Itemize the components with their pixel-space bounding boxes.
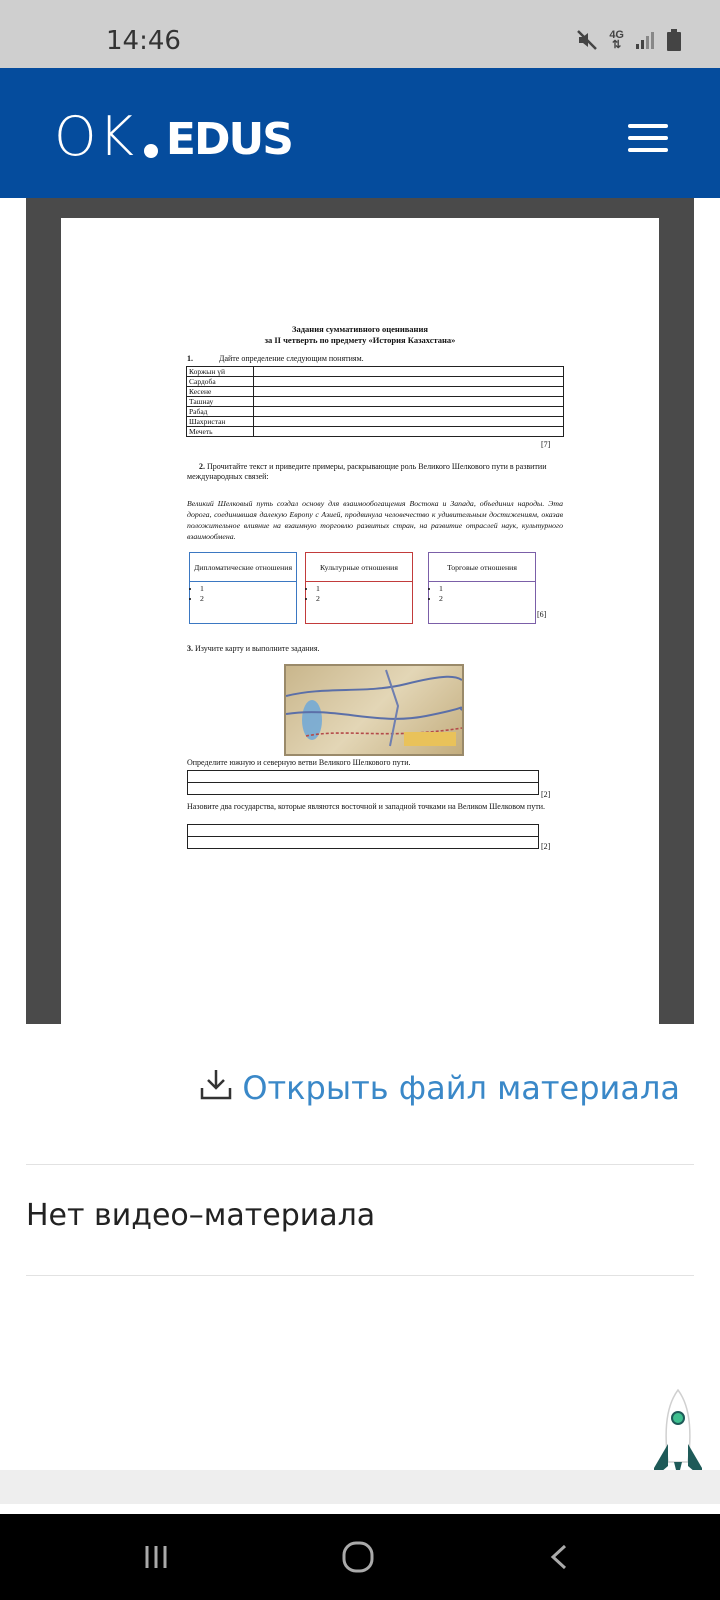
q1-term-cell: Коржын үй — [187, 367, 254, 377]
q1-definition-cell — [254, 427, 564, 437]
app-header — [0, 68, 720, 198]
q1-definition-cell — [254, 387, 564, 397]
data-arrows-icon: ⇅ — [612, 39, 622, 51]
q1-definition-cell — [254, 367, 564, 377]
q1-number: 1. — [187, 354, 193, 363]
q3a-score: [2] — [541, 790, 551, 799]
q3b-answer-table — [187, 824, 539, 849]
site-logo[interactable] — [54, 104, 292, 168]
q1-table-row — [187, 367, 564, 377]
recent-apps-button[interactable] — [96, 1514, 216, 1600]
q1-definition-cell — [254, 397, 564, 407]
mute-icon — [575, 28, 599, 52]
menu-icon-bar — [628, 148, 668, 152]
signal-icon — [634, 29, 656, 51]
q2-relation-box-title: Дипломатические отношения — [190, 553, 296, 582]
q2-relation-box-title: Культурные отношения — [306, 553, 412, 582]
q2-relation-box-item: • 1 — [316, 584, 412, 594]
q3a-answer-table — [187, 770, 539, 795]
q1-definition-cell — [254, 407, 564, 417]
battery-icon — [666, 28, 682, 52]
q1-heading — [187, 354, 364, 364]
q1-term-cell: Сардоба — [187, 377, 254, 387]
q2-relation-box-item: • 2 — [439, 594, 535, 604]
q1-definitions-table — [186, 366, 564, 437]
q3b-score: [2] — [541, 842, 551, 851]
document-title — [61, 324, 659, 346]
status-icons — [575, 28, 682, 52]
q2-relation-box-item: • 2 — [316, 594, 412, 604]
pdf-viewer[interactable] — [26, 198, 694, 1024]
divider — [26, 1275, 694, 1276]
home-button[interactable] — [298, 1514, 418, 1600]
footer-band — [0, 1470, 720, 1504]
menu-icon-bar — [628, 124, 668, 128]
divider — [26, 1164, 694, 1165]
q1-score: [7] — [541, 440, 551, 449]
q2-relation-box-title: Торговые отношения — [429, 553, 535, 582]
network-type-label: 4G — [609, 29, 624, 41]
q1-definition-cell — [254, 417, 564, 427]
q2-heading — [187, 462, 563, 482]
q1-table-row — [187, 407, 564, 417]
q2-score: [6] — [537, 610, 547, 619]
q2-relation-box-list — [429, 584, 535, 604]
q2-number: 2. — [199, 462, 205, 471]
navigation-bar — [0, 1514, 720, 1600]
q1-table-row — [187, 377, 564, 387]
q2-relation-box-item: • 1 — [200, 584, 296, 594]
pdf-page — [61, 218, 659, 1024]
q3-number: 3. — [187, 644, 193, 653]
silk-road-map-image — [284, 664, 464, 756]
q1-text: Дайте определение следующим понятиям. — [219, 354, 364, 363]
status-bar — [0, 0, 720, 68]
menu-icon-bar — [628, 136, 668, 140]
q3a-text: Определите южную и северную ветви Великого Шелкового пути. — [187, 758, 411, 767]
no-video-label: Нет видео–материала — [26, 1198, 376, 1233]
q1-term-cell: Кесене — [187, 387, 254, 397]
q2-relation-box — [305, 552, 413, 624]
q2-text: Прочитайте текст и приведите примеры, раскрывающие роль Великого Шелкового пути в развитии международных связей: — [187, 462, 547, 481]
q2-relation-box — [428, 552, 536, 624]
back-button[interactable] — [500, 1514, 620, 1600]
q2-relation-box-list — [190, 584, 296, 604]
logo-dot — [144, 144, 158, 158]
open-file-link[interactable] — [198, 1066, 680, 1110]
q3b-text: Назовите два государства, которые являются восточной и западной точками на Великом Шелковом пути. — [187, 802, 545, 811]
q1-term-cell: Рабад — [187, 407, 254, 417]
q1-term-cell: Ташнау — [187, 397, 254, 407]
network-type-icon — [609, 30, 624, 50]
q1-table-row — [187, 427, 564, 437]
q1-table-row — [187, 397, 564, 407]
q1-term-cell: Мечеть — [187, 427, 254, 437]
open-file-label: Открыть файл материала — [242, 1069, 680, 1107]
q1-definition-cell — [254, 377, 564, 387]
q2-passage: Великий Шелковый путь создал основу для взаимообогащения Востока и Запада, объединил народы. Эта дорога, соединившая далекую Европу с Азией, продвинула человечество к удивительным достижениям, оказав положительное влияние на взаимную торговлю развитых стран, на развитие отраслей наук, культурного взаимообмена. — [187, 499, 563, 541]
q2-relation-box-list — [306, 584, 412, 604]
q1-table-row — [187, 387, 564, 397]
q3-text: Изучите карту и выполните задания. — [195, 644, 320, 653]
logo-edus-text: EDUS — [165, 114, 292, 165]
q1-term-cell: Шахристан — [187, 417, 254, 427]
q3-heading — [187, 644, 320, 654]
q1-table-row — [187, 417, 564, 427]
download-icon — [198, 1066, 234, 1110]
status-time: 14:46 — [106, 26, 181, 56]
hamburger-menu-button[interactable] — [628, 124, 668, 154]
q2-relation-box-item: • 1 — [439, 584, 535, 594]
document-title-line2: за II четверть по предмету «История Казахстана» — [264, 335, 456, 345]
document-title-line1: Задания суммативного оценивания — [292, 324, 428, 334]
logo-ok-text: OK — [54, 105, 136, 168]
q2-relation-box — [189, 552, 297, 624]
q2-relation-box-item: • 2 — [200, 594, 296, 604]
